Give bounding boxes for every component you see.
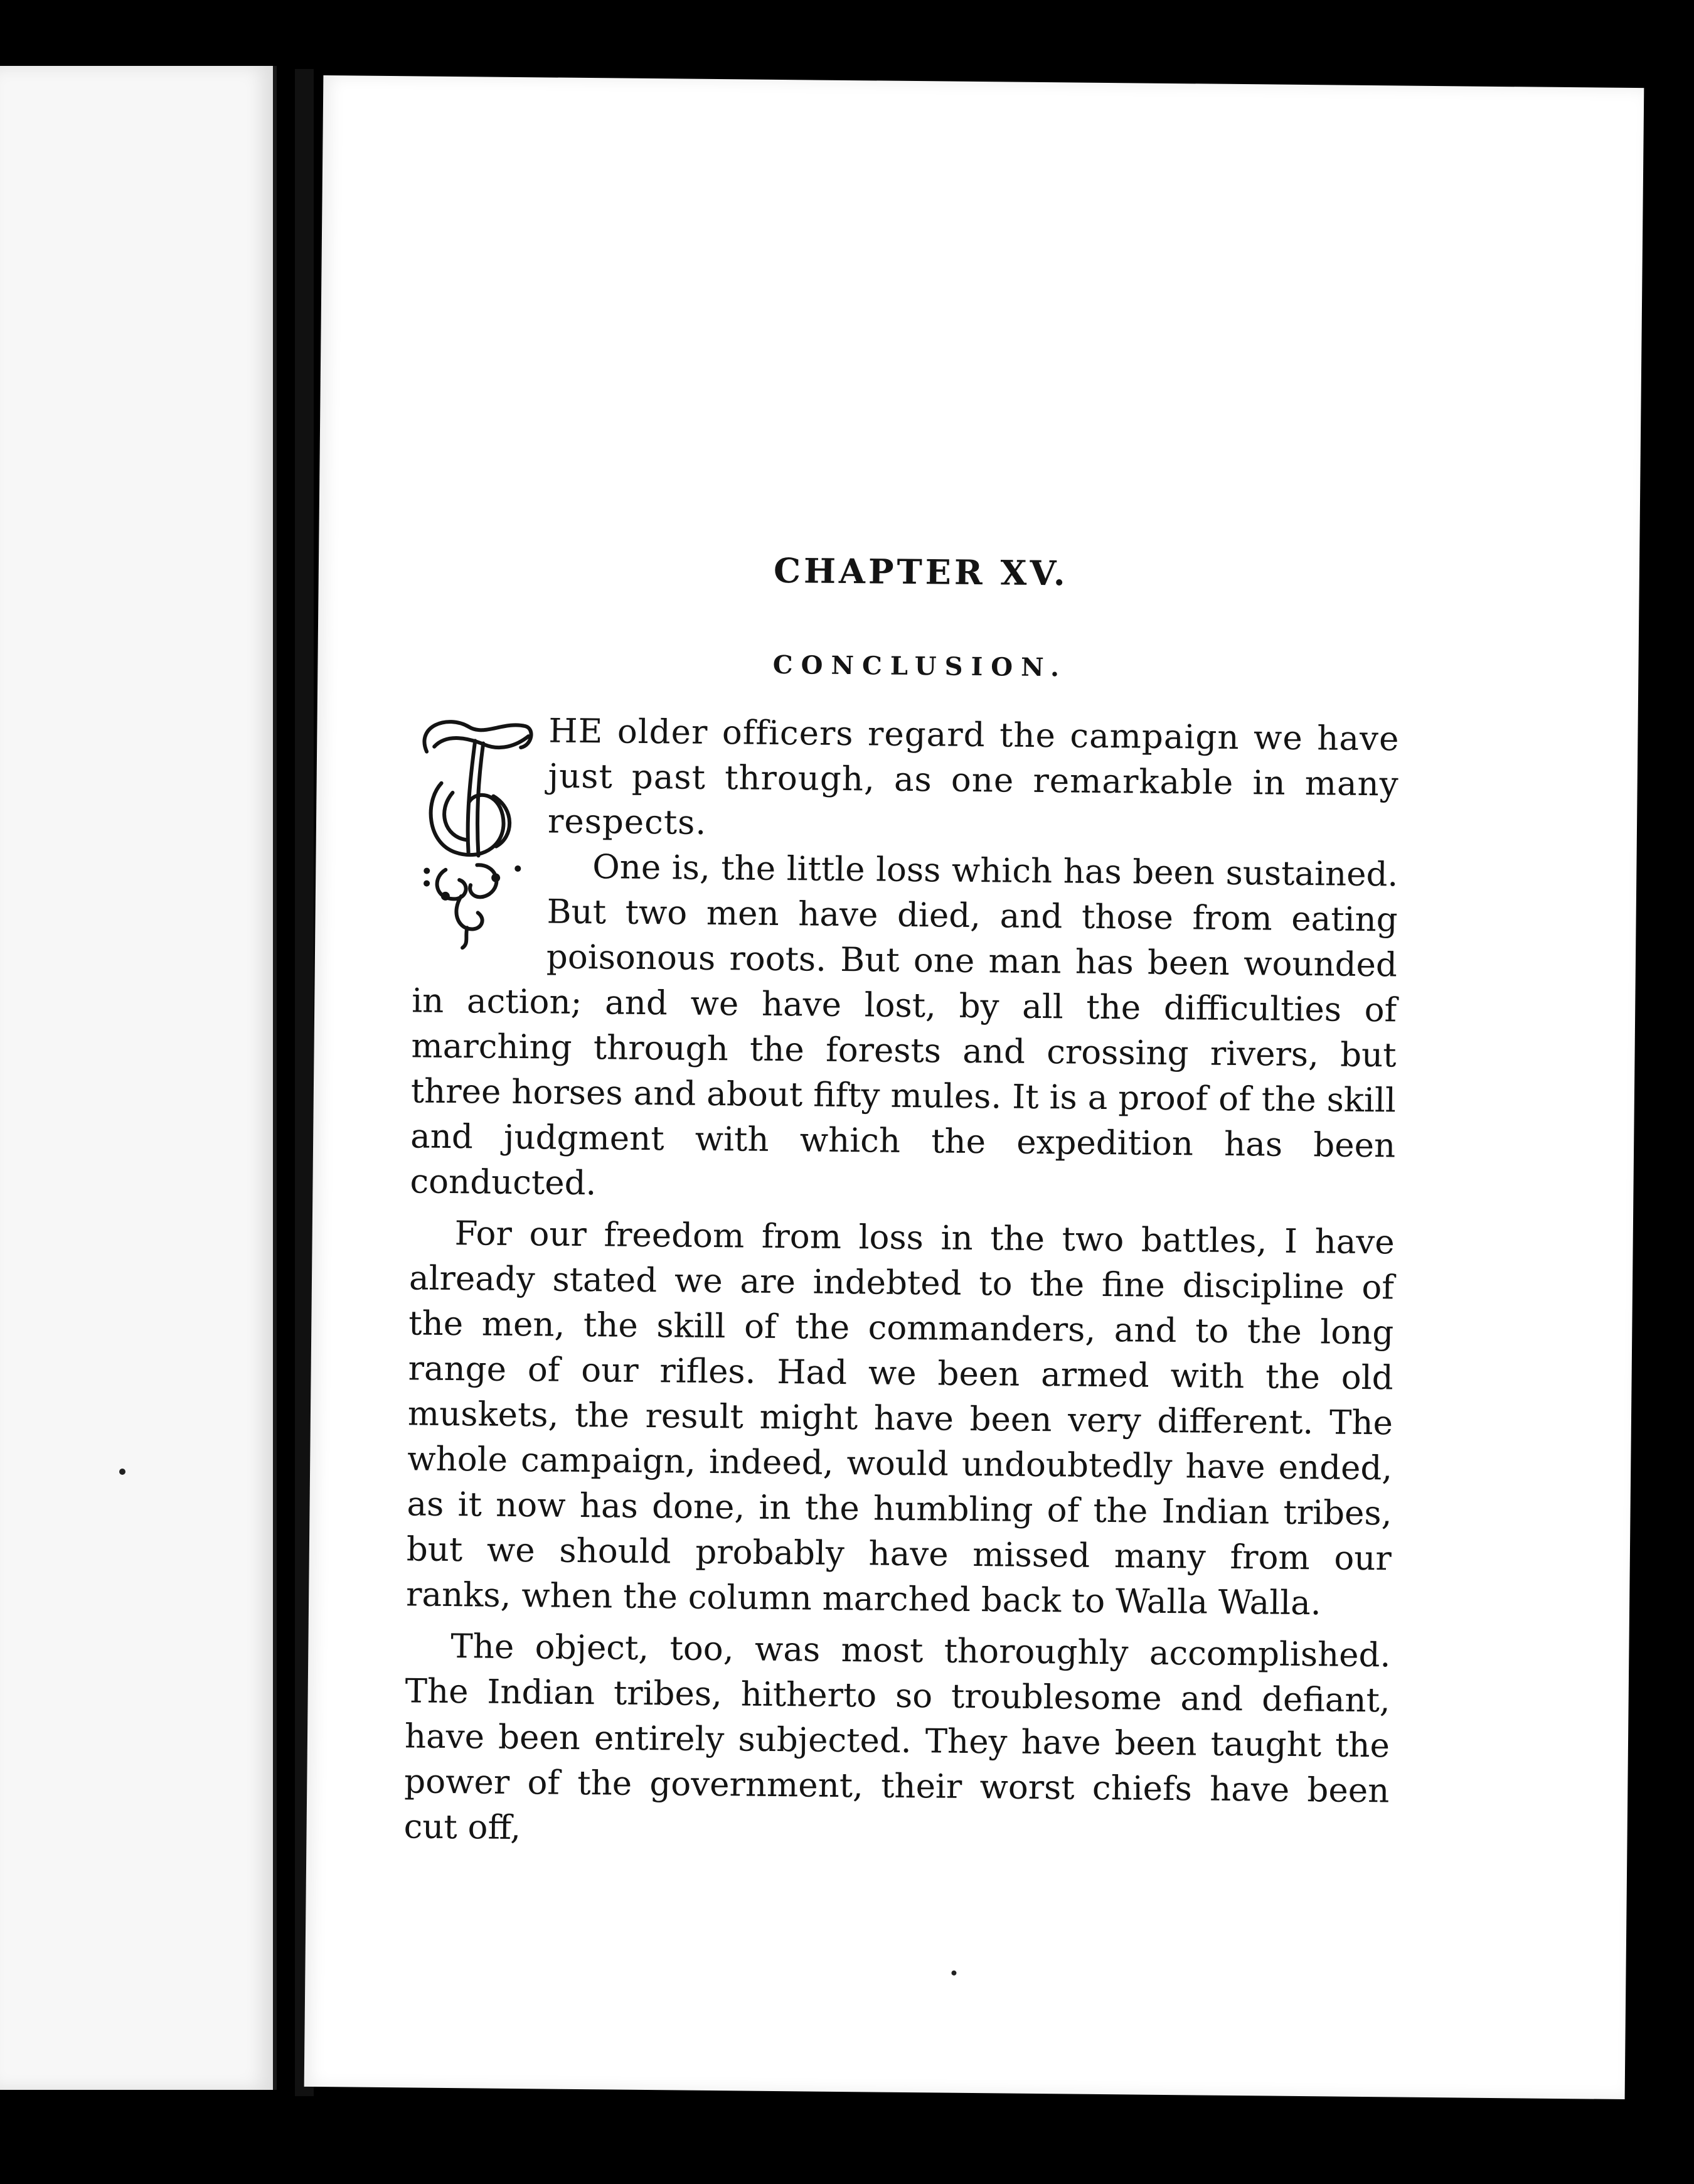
section-title: CONCLUSION. xyxy=(772,650,1068,683)
scan-speck xyxy=(119,1469,125,1475)
ornamental-dropcap-t xyxy=(407,707,541,950)
page-text-block xyxy=(403,547,1401,1859)
paragraph-2: For our freedom from loss in the two battles, I have already stated we are indebted to the fine discipline of the men, the skill of the commanders, and to the long range of our rifles. Had we been armed with the old muskets, the result might have been very different. The whole campaign, indeed, would undoubtedly have ended, as it now has done, in the humbling of the Indian tribes, but we should probably have missed many from our ranks, when the column marched back to Walla Walla. xyxy=(405,1214,1395,1623)
right-page xyxy=(304,75,1644,2099)
scan-speck xyxy=(951,1971,956,1976)
opening-paragraph: HE older officers regard the campaign we have just past through, as one remarkable in many respects. xyxy=(547,712,1400,842)
left-page-blank xyxy=(0,66,277,2090)
paragraph-3: The object, too, was most thoroughly accomplished. The Indian tribes, hitherto so troublesome and defiant, have been entirely subjected. They have been taught the power of the government, their worst chiefs have been cut off, xyxy=(403,1627,1391,1848)
chapter-title: CHAPTER XV. xyxy=(773,550,1069,594)
paragraph-1: One is, the little loss which has been sustained. But two men have died, and those from eating poisonous roots. But one man has been wounded in action; and we have lost, by all the difficulties of marching through the forests and crossing rivers, but three horses and about fifty mules. It is a proof of the skill and judgment with which the expedition has been conducted. xyxy=(410,848,1398,1203)
